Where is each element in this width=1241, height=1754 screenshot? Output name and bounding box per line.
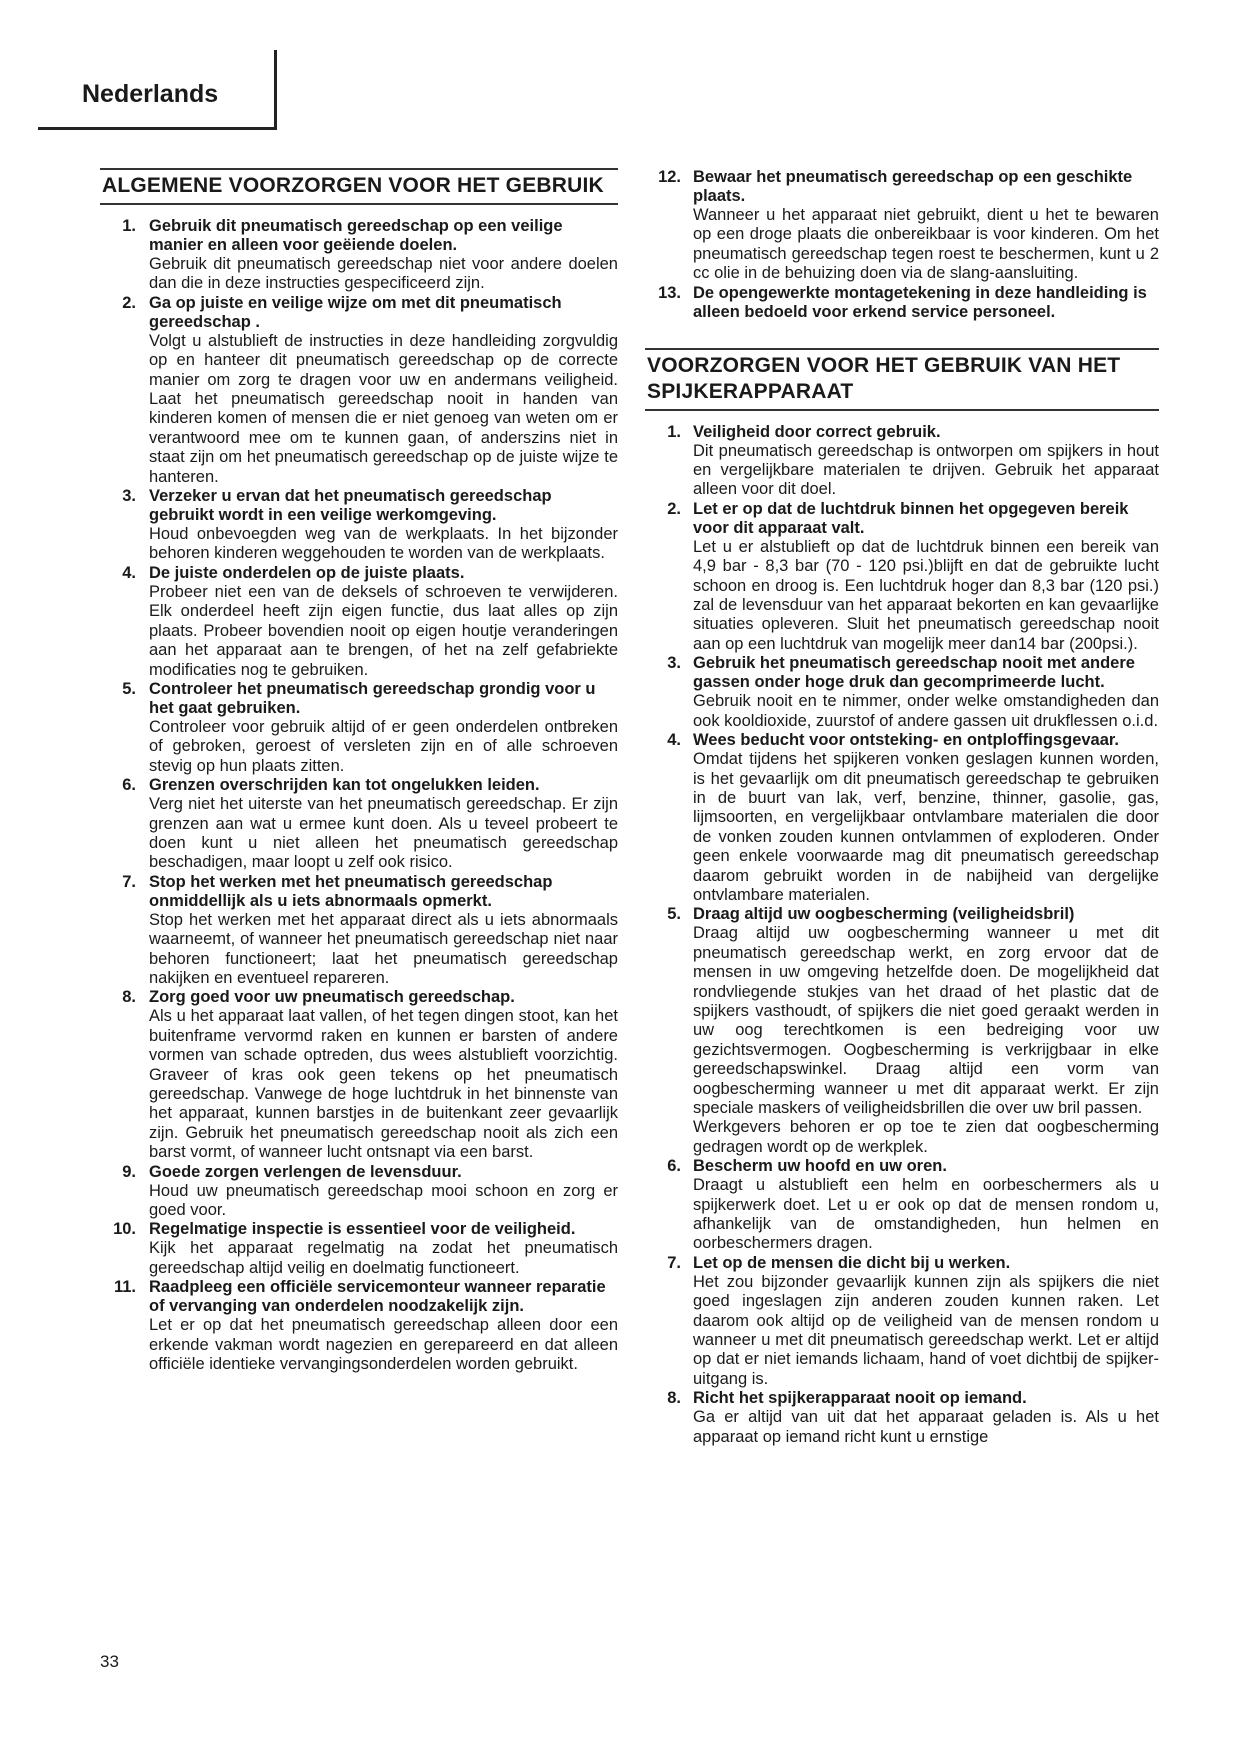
list-item [100, 487, 618, 564]
item-number: 5. [122, 679, 136, 698]
item-title: Verzeker u ervan dat het pneumatisch gereedschap gebruikt wordt in een veilige werkomgeving. [149, 487, 552, 525]
item-title: De juiste onderdelen op de juiste plaats. [149, 563, 465, 582]
item-title: Controleer het pneumatisch gereedschap grondig voor u het gaat gebruiken. [149, 679, 596, 717]
list-item [100, 1163, 618, 1221]
item-body: Gebruik dit pneumatisch gereedschap niet voor andere doelen dan die in deze instructies gespecificeerd zijn. [149, 255, 618, 293]
section-heading-general: ALGEMENE VOORZORGEN VOOR HET GEBRUIK [100, 168, 618, 205]
item-number: 4. [122, 563, 136, 582]
item-title: Grenzen overschrijden kan tot ongelukken leiden. [149, 776, 540, 795]
item-number: 4. [667, 731, 681, 750]
item-body: Het zou bijzonder gevaarlijk kunnen zijn als spijkers die niet goed ingeslagen zijn anderen zouden kunnen raken. Let daarom ook altijd op de veiligheid van de mensen rondom u wanneer u met dit pneumatisch gereedschap werkt. Let er altijd op dat er niet iemands lichaam, hand of voet dichtbij de spijker-uitgang is. [693, 1272, 1159, 1388]
list-item [100, 873, 618, 989]
list-item [645, 168, 1159, 284]
language-label: Nederlands [82, 80, 219, 108]
item-title: Gebruik dit pneumatisch gereedschap op een veilige manier en alleen voor geëiende doelen. [149, 217, 563, 254]
item-title: Regelmatige inspectie is essentieel voor de veiligheid. [149, 1220, 576, 1239]
list-item [645, 731, 1159, 905]
item-title: Goede zorgen verlengen de levensduur. [149, 1162, 462, 1181]
list-item [645, 1157, 1159, 1254]
list-item [100, 1220, 618, 1278]
tab-divider-vertical [274, 50, 277, 130]
nailer-precautions-list [645, 423, 1159, 1447]
right-column [645, 168, 1159, 1447]
item-number: 5. [667, 905, 681, 924]
item-number: 8. [122, 988, 136, 1007]
item-title: Let op de mensen die dicht bij u werken. [693, 1253, 1011, 1272]
tab-divider-horizontal [38, 127, 277, 130]
item-number: 9. [122, 1162, 136, 1181]
item-number: 6. [122, 776, 136, 795]
item-number: 7. [667, 1253, 681, 1272]
item-title: Stop het werken met het pneumatisch gereedschap onmiddellijk als u iets abnormaals opmerkt. [149, 872, 553, 910]
item-body: Kijk het apparaat regelmatig na zodat het pneumatisch gereedschap altijd veilig en doelmatig functioneert. [149, 1239, 618, 1277]
section-heading-nailer: VOORZORGEN VOOR HET GEBRUIK VAN HET SPIJKERAPPARAAT [645, 348, 1159, 411]
item-body: Houd uw pneumatisch gereedschap mooi schoon en zorg er goed voor. [149, 1181, 618, 1220]
item-body: Draag altijd uw oogbescherming wanneer u met dit pneumatisch gereedschap werkt, en zorg ervoor dat de mensen in uw omgeving hetzelfde doen. De mogelijkheid dat rondvliegende stukjes van het draad of het plastic dat de spijkers vasthoudt, of spijkers die niet goed geraakt werden in uw oog terechtkomen is een bedreiging voor uw gezichtsvermogen. Oogbescherming is verkrijgbaar in elke gereedschapswinkel. Draag altijd een vorm van oogbescherming wanneer u met dit apparaat werkt. Er zijn speciale maskers of veiligheidsbrillen die over uw bril passen. [693, 924, 1159, 1117]
list-item [645, 423, 1159, 500]
item-title: Bewaar het pneumatisch gereedschap op een geschikte plaats. [693, 168, 1133, 205]
item-body: Probeer niet een van de deksels of schroeven te verwijderen. Elk onderdeel heeft zijn eigen functie, dus laat alles op zijn plaats. Probeer bovendien nooit op eigen houtje veranderingen aan het apparaat aan te brengen, of het na zelf gefabriekte modificaties nog te gebruiken. [149, 582, 618, 679]
item-number: 1. [667, 422, 681, 441]
item-body: Houd onbevoegden weg van de werkplaats. In het bijzonder behoren kinderen weggehouden te worden van de werkplaats. [149, 525, 618, 563]
list-item [645, 500, 1159, 654]
list-item [100, 988, 618, 1162]
item-number: 8. [667, 1389, 681, 1408]
item-number: 6. [667, 1157, 681, 1176]
item-body: Verg niet het uiterste van het pneumatisch gereedschap. Er zijn grenzen aan wat u ermee kunt doen. Als u teveel probeert te doen kunt u niet alleen het pneumatisch gereedschap beschadigen, maar loopt u zelf ook risico. [149, 795, 618, 872]
item-title: De opengewerkte montagetekening in deze handleiding is alleen bedoeld voor erkend service personeel. [693, 283, 1147, 321]
list-item [645, 905, 1159, 1157]
item-body: Let u er alstublieft op dat de luchtdruk binnen een bereik van 4,9 bar - 8,3 bar (70 - 120 psi.)blijft en dat de gebruikte lucht schoon en droog is. Een luchtdruk hoger dan 8,3 bar (120 psi.) zal de levensduur van het apparaat bekorten en kan gevaarlijke situaties opleveren. Sluit het pneumatisch gereedschap nooit aan op een luchtdruk van mogelijk meer dan14 bar (200psi.). [693, 537, 1159, 653]
list-item [645, 1389, 1159, 1447]
item-number: 12. [658, 168, 681, 186]
item-title: Draag altijd uw oogbescherming (veiligheidsbril) [693, 905, 1075, 924]
list-item [645, 284, 1159, 322]
item-number: 2. [667, 499, 681, 518]
item-number: 3. [122, 487, 136, 506]
item-body: Wanneer u het apparaat niet gebruikt, dient u het te bewaren op een droge plaats die onbereikbaar is voor kinderen. Om het pneumatisch gereedschap tegen roest te beschermen, kunt u 2 cc olie in de behuizing doen via de slang-aansluiting. [693, 206, 1159, 283]
item-body: Draagt u alstublieft een helm en oorbeschermers als u spijkerwerk doet. Let u er ook op dat de mensen rondom u, afhankelijk van de omstandigheden, hun helmen en oorbeschermers dragen. [693, 1176, 1159, 1253]
item-title: Ga op juiste en veilige wijze om met dit pneumatisch gereedschap . [149, 293, 562, 331]
item-body: Controleer voor gebruik altijd of er geen onderdelen ontbreken of gebroken, geroest of versleten zijn en of alle schroeven stevig op hun plaats zitten. [149, 717, 618, 775]
item-title: Raadpleeg een officiële servicemonteur wanneer reparatie of vervanging van onderdelen noodzakelijk zijn. [149, 1278, 606, 1316]
item-title: Gebruik het pneumatisch gereedschap nooit met andere gassen onder hoge druk dan gecomprimeerde lucht. [693, 654, 1135, 692]
language-tab [38, 50, 278, 128]
item-body-extra: Werkgevers behoren er op toe te zien dat oogbescherming gedragen wordt op de werkplek. [693, 1118, 1159, 1156]
item-number: 10. [113, 1220, 136, 1239]
item-title: Richt het spijkerapparaat nooit op iemand. [693, 1389, 1027, 1408]
left-column [100, 168, 618, 1374]
item-number: 2. [122, 293, 136, 312]
item-body: Ga er altijd van uit dat het apparaat geladen is. Als u het apparaat op iemand richt kunt u ernstige [693, 1408, 1159, 1446]
list-item [100, 294, 618, 487]
item-body: Als u het apparaat laat vallen, of het tegen dingen stoot, kan het buitenframe vervormd raken en kunnen er barsten of andere vormen van schade optreden, dus wees alstublieft voorzichtig. Graveer of kras ook geen tekens op het pneumatisch gereedschap. Vanwege de hoge luchtdruk in het binnenste van het apparaat, kunnen barstjes in de buitenkant zeer gevaarlijk zijn. Gebruik het pneumatisch gereedschap nooit als zich een barst vormt, of wanneer lucht ontsnapt via een barst. [149, 1007, 618, 1162]
item-title: Zorg goed voor uw pneumatisch gereedschap. [149, 988, 515, 1007]
item-number: 11. [113, 1278, 136, 1297]
list-item [100, 1278, 618, 1374]
item-title: Veiligheid door correct gebruik. [693, 422, 941, 441]
list-item [645, 654, 1159, 731]
general-precautions-continued-list [645, 168, 1159, 322]
item-title: Bescherm uw hoofd en uw oren. [693, 1157, 947, 1176]
item-body: Volgt u alstublieft de instructies in deze handleiding zorgvuldig op en hanteer dit pneumatisch gereedschap op de correcte manier om zorg te dragen voor uw en andermans veiligheid. Laat het pneumatisch gereedschap nooit in handen van kinderen komen of mensen die er niet genoeg van weten om er verantwoord mee om te kunnen gaan, of anderszins niet in staat zijn om het pneumatisch gereedschap op de juiste wijze te hanteren. [149, 331, 618, 486]
general-precautions-list [100, 217, 618, 1374]
item-title: Let er op dat de luchtdruk binnen het opgegeven bereik voor dit apparaat valt. [693, 499, 1129, 537]
list-item [645, 1254, 1159, 1389]
page-number: 33 [100, 1652, 119, 1671]
item-number: 7. [122, 872, 136, 891]
item-title: Wees beducht voor ontsteking- en ontploffingsgevaar. [693, 731, 1119, 750]
item-body: Gebruik nooit en te nimmer, onder welke omstandigheden dan ook kooldioxide, zuurstof of andere gassen uit drukflessen o.i.d. [693, 692, 1159, 730]
item-body: Stop het werken met het apparaat direct als u iets abnormaals waarneemt, of wanneer het pneumatisch gereedschap niet naar behoren functioneert; laat het pneumatisch gereedschap nakijken en eventueel repareren. [149, 910, 618, 987]
item-number: 1. [122, 217, 136, 235]
list-item [100, 776, 618, 873]
list-item [100, 564, 618, 680]
item-number: 3. [667, 654, 681, 673]
item-body: Let er op dat het pneumatisch gereedschap alleen door een erkende vakman wordt nagezien en gerepareerd en dat alleen officiële identieke vervangingsonderdelen worden gebruikt. [149, 1316, 618, 1374]
item-body: Dit pneumatisch gereedschap is ontworpen om spijkers in hout en vergelijkbare materialen te drijven. Gebruik het apparaat alleen voor dit doel. [693, 441, 1159, 499]
item-body: Omdat tijdens het spijkeren vonken geslagen kunnen worden, is het gevaarlijk om dit pneumatisch gereedschap te gebruiken in de buurt van lak, verf, benzine, thinner, gasolie, gas, lijmsoorten, en vergelijkbaar ontvlambare materialen die door de vonken zouden kunnen ontvlammen of exploderen. Onder geen enkele voorwaarde mag dit pneumatisch gereedschap daarom gebruikt worden in de nabijheid van dergelijke ontvlambare materialen. [693, 750, 1159, 904]
item-number: 13. [658, 283, 681, 302]
list-item [100, 217, 618, 294]
list-item [100, 680, 618, 776]
